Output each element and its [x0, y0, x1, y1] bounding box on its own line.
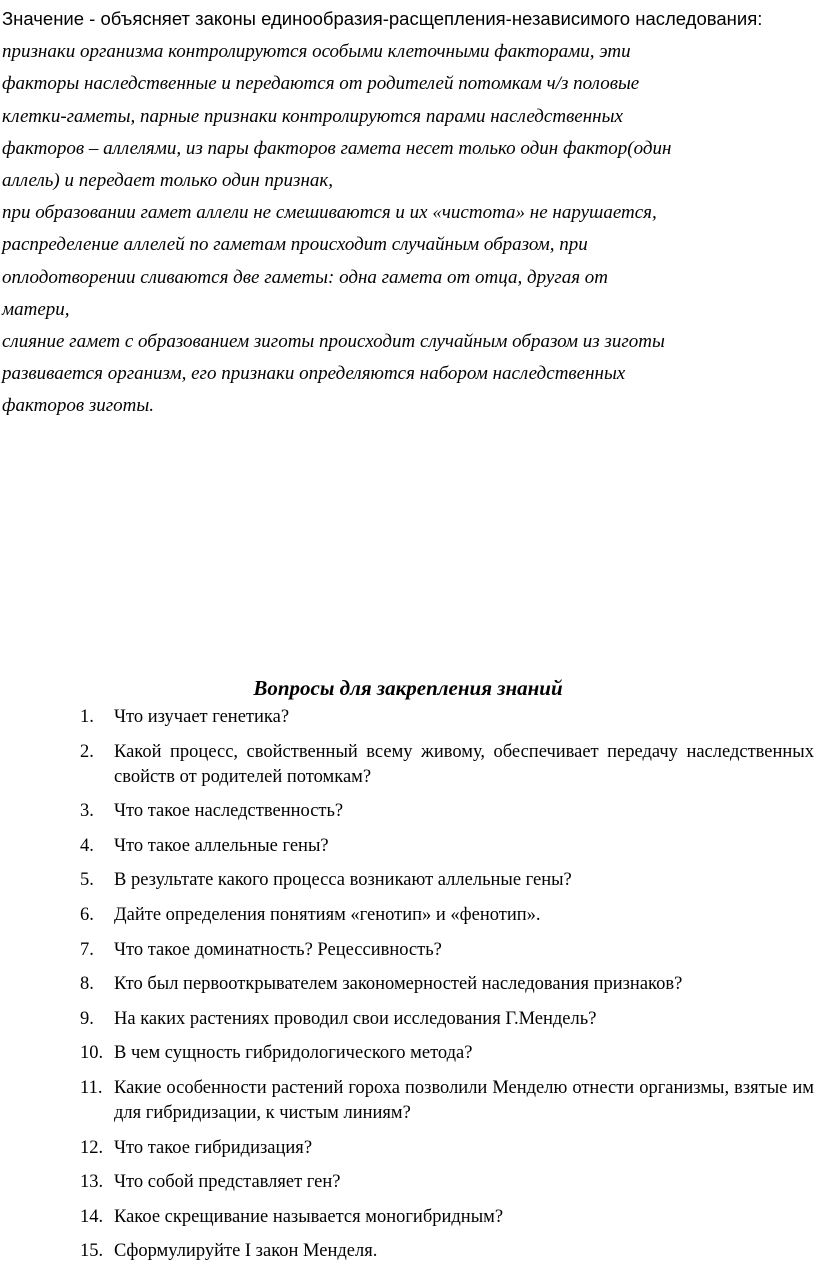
- question-item: [80, 1170, 814, 1195]
- question-item: [80, 1076, 814, 1126]
- question-item: [80, 972, 814, 997]
- question-item: [80, 868, 814, 893]
- question-number: 7.: [80, 939, 94, 960]
- question-number: 3.: [80, 801, 94, 822]
- question-text: Сформулируйте I закон Менделя.: [114, 1241, 378, 1262]
- question-item: [80, 799, 814, 824]
- question-item: [80, 1205, 814, 1230]
- question-text: Какой процесс, свойственный всему живому, обеспечивает передачу наследственных свойств от родителей потомкам?: [114, 741, 814, 787]
- question-number: 11.: [80, 1077, 103, 1098]
- intro-line: развивается организм, его признаки определяются набором наследственных: [2, 363, 626, 385]
- intro-line: оплодотворении сливаются две гаметы: одна гамета от отца, другая от: [2, 266, 608, 288]
- intro-line: факторы наследственные и передаются от родителей потомкам ч/з половые: [2, 73, 640, 95]
- questions-list: [80, 705, 814, 1274]
- question-text: Что такое аллельные гены?: [114, 835, 329, 856]
- question-number: 9.: [80, 1008, 94, 1029]
- intro-line: клетки-гаметы, парные признаки контролируются парами наследственных: [2, 105, 623, 127]
- question-text: Что собой представляет ген?: [114, 1172, 341, 1193]
- question-number: 13.: [80, 1172, 104, 1193]
- question-number: 2.: [80, 741, 94, 762]
- question-number: 15.: [80, 1241, 104, 1262]
- question-item: [80, 705, 814, 730]
- intro-line: признаки организма контролируются особыми клеточными факторами, эти: [2, 41, 631, 63]
- question-text: Что такое наследственность?: [114, 801, 344, 822]
- question-item: [80, 1041, 814, 1066]
- intro-line: аллель) и передает только один признак,: [2, 170, 334, 192]
- intro-line: распределение аллелей по гаметам происходит случайным образом, при: [2, 234, 588, 256]
- question-number: 8.: [80, 974, 94, 995]
- intro-line: факторов – аллелями, из пары факторов гамета несет только один фактор(один: [2, 137, 672, 159]
- intro-line: слияние гамет с образованием зиготы происходит случайным образом из зиготы: [2, 331, 665, 353]
- question-number: 1.: [80, 707, 94, 727]
- intro-paragraph: [2, 3, 814, 423]
- question-item: [80, 834, 814, 859]
- question-text: На каких растениях проводил свои исследования Г.Мендель?: [114, 1008, 597, 1029]
- question-item: [80, 903, 814, 928]
- question-item: [80, 740, 814, 790]
- question-text: Что такое гибридизация?: [114, 1137, 313, 1158]
- question-number: 14.: [80, 1206, 104, 1227]
- question-text: Что такое доминатность? Рецессивность?: [114, 939, 442, 960]
- intro-lead: Значение - объясняет законы единообразия-расщепления-независимого наследования:: [2, 8, 763, 29]
- question-number: 10.: [80, 1043, 104, 1064]
- question-text: В результате какого процесса возникают аллельные гены?: [114, 870, 572, 891]
- question-item: [80, 938, 814, 963]
- question-text: Какое скрещивание называется моногибридным?: [114, 1206, 504, 1227]
- question-item: [80, 1007, 814, 1032]
- intro-line: факторов зиготы.: [2, 395, 155, 417]
- question-text: Дайте определения понятиям «генотип» и «фенотип».: [114, 904, 541, 925]
- question-number: 12.: [80, 1137, 104, 1158]
- question-text: Кто был первооткрывателем закономерностей наследования признаков?: [114, 974, 683, 995]
- intro-line: при образовании гамет аллели не смешиваются и их «чистота» не нарушается,: [2, 202, 657, 224]
- question-number: 6.: [80, 904, 94, 925]
- questions-heading: Вопросы для закрепления знаний: [253, 676, 563, 700]
- intro-line: матери,: [2, 298, 70, 320]
- question-number: 5.: [80, 870, 94, 891]
- question-number: 4.: [80, 835, 94, 856]
- question-text: Что изучает генетика?: [114, 707, 290, 727]
- question-item: [80, 1136, 814, 1161]
- question-text: В чем сущность гибридологического метода?: [114, 1043, 473, 1064]
- question-item: [80, 1239, 814, 1264]
- question-text: Какие особенности растений гороха позволили Менделю отнести организмы, взятые им для гибридизации, к чистым линиям?: [114, 1077, 814, 1123]
